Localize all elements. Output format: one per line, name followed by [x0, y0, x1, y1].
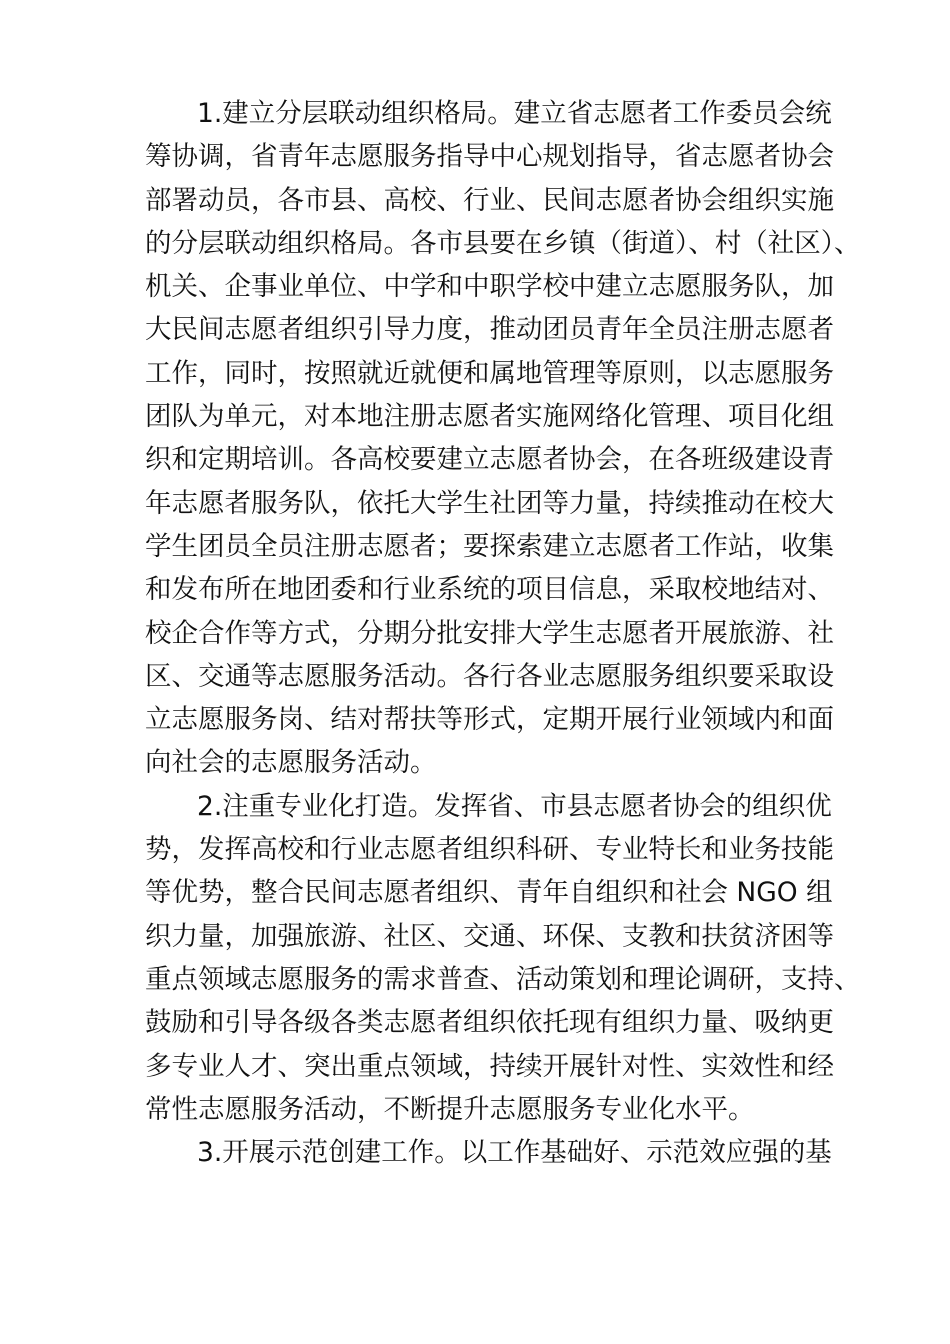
paragraph-2-line-4: 织力量，加强旅游、社区、交通、环保、支教和扶贫济困等: [145, 920, 834, 952]
paragraph-1-line-12: 和发布所在地团委和行业系统的项目信息，采取校地结对、: [145, 574, 834, 606]
paragraph-1-line-9: 织和定期培训。各高校要建立志愿者协会，在各班级建设青: [145, 444, 834, 476]
paragraph-3-line-1: 3.开展示范创建工作。以工作基础好、示范效应强的基: [197, 1137, 832, 1169]
paragraph-2-line-6: 鼓励和引导各级各类志愿者组织依托现有组织力量、吸纳更: [145, 1007, 834, 1039]
paragraph-1-line-13: 校企合作等方式，分期分批安排大学生志愿者开展旅游、社: [145, 617, 834, 649]
paragraph-2-line-7: 多专业人才、突出重点领域，持续开展针对性、实效性和经: [145, 1050, 834, 1082]
paragraph-1-line-8: 团队为单元，对本地注册志愿者实施网络化管理、项目化组: [145, 401, 834, 433]
paragraph-1-line-2: 筹协调，省青年志愿服务指导中心规划指导，省志愿者协会: [145, 141, 834, 173]
paragraph-1-line-1: 1.建立分层联动组织格局。建立省志愿者工作委员会统: [197, 98, 832, 129]
paragraph-1-line-6: 大民间志愿者组织引导力度，推动团员青年全员注册志愿者: [145, 314, 834, 346]
paragraph-2-line-3: 等优势，整合民间志愿者组织、青年自组织和社会 NGO 组: [145, 877, 833, 909]
paragraph-1-line-4: 的分层联动组织格局。各市县要在乡镇（街道）、村（社区）、: [145, 227, 861, 259]
paragraph-2-line-1: 2.注重专业化打造。发挥省、市县志愿者协会的组织优: [197, 790, 832, 822]
paragraph-1-line-15: 立志愿服务岗、结对帮扶等形式，定期开展行业领域内和面: [145, 704, 834, 736]
paragraph-1-line-10: 年志愿者服务队，依托大学生社团等力量，持续推动在校大: [145, 487, 834, 519]
paragraph-1-line-14: 区、交通等志愿服务活动。各行各业志愿服务组织要采取设: [145, 660, 834, 692]
paragraph-1-line-7: 工作，同时，按照就近就便和属地管理等原则，以志愿服务: [145, 357, 834, 389]
paragraph-1-line-11: 学生团员全员注册志愿者；要探索建立志愿者工作站，收集: [145, 530, 834, 562]
paragraph-2-line-5: 重点领域志愿服务的需求普查、活动策划和理论调研，支持、: [145, 963, 861, 995]
paragraph-1-line-5: 机关、企事业单位、中学和中职学校中建立志愿服务队，加: [145, 271, 834, 303]
paragraph-2-line-2: 势，发挥高校和行业志愿者组织科研、专业特长和业务技能: [145, 834, 834, 866]
paragraph-1-line-3: 部署动员，各市县、高校、行业、民间志愿者协会组织实施: [145, 184, 834, 216]
paragraph-2-line-8: 常性志愿服务活动，不断提升志愿服务专业化水平。: [145, 1093, 755, 1125]
paragraph-1-line-16: 向社会的志愿服务活动。: [145, 747, 437, 779]
document-body: [145, 92, 861, 1174]
